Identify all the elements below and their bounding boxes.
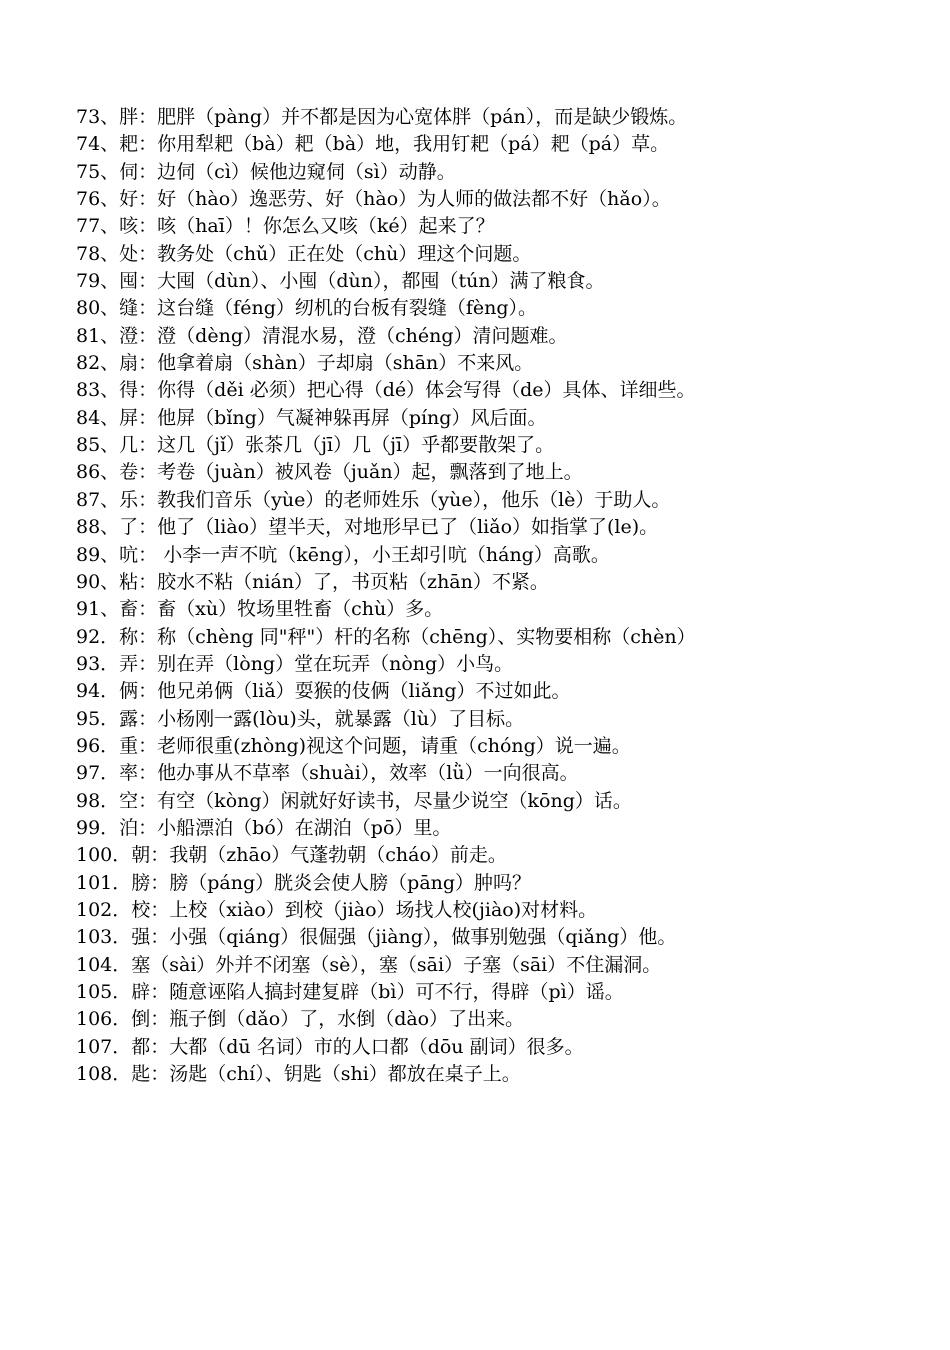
list-item: 78、处：教务处（chǔ）正在处（chù）理这个问题。 (76, 242, 532, 265)
list-item: 100．朝：我朝（zhāo）气蓬勃朝（cháo）前走。 (76, 844, 507, 867)
list-item: 75、伺：边伺（cì）候他边窥伺（sì）动静。 (76, 160, 456, 183)
list-item: 93．弄：别在弄（lòng）堂在玩弄（nòng）小鸟。 (76, 652, 514, 675)
list-item: 79、囤：大囤（dùn）、小囤（dùn），都囤（tún）满了粮食。 (76, 270, 605, 293)
list-item: 88、了：他了（liào）望半天，对地形早已了（liǎo）如指掌了(le)。 (76, 516, 659, 539)
list-item: 103．强：小强（qiáng）很倔强（jiàng），做事别勉强（qiǎng）他。 (76, 926, 677, 949)
list-item: 90、粘：胶水不粘（nián）了，书页粘（zhān）不紧。 (76, 570, 549, 593)
list-item: 74、耙：你用犁耙（bà）耙（bà）地，我用钉耙（pá）耙（pá）草。 (76, 133, 670, 156)
list-item: 89、吭： 小李一声不吭（kēng），小王却引吭（háng）高歌。 (76, 543, 610, 566)
list-item: 84、屏：他屏（bǐng）气凝神躲再屏（píng）风后面。 (76, 406, 547, 429)
list-item: 106．倒：瓶子倒（dǎo）了，水倒（dào）了出来。 (76, 1008, 525, 1031)
list-item: 108．匙：汤匙（chí）、钥匙（shi）都放在桌子上。 (76, 1063, 521, 1086)
list-item: 85、几：这几（jǐ）张茶几（jī）几（jī）乎都要散架了。 (76, 434, 555, 457)
list-item: 83、得：你得（děi 必须）把心得（dé）体会写得（de）具体、详细些。 (76, 379, 696, 402)
list-item: 92．称：称（chèng 同"秤"）杆的名称（chēng）、实物要相称（chèn） (76, 625, 696, 648)
list-item: 98．空：有空（kòng）闲就好好读书，尽量少说空（kōng）话。 (76, 789, 632, 812)
list-item: 104．塞（sài）外并不闭塞（sè），塞（sāi）子塞（sāi）不住漏洞。 (76, 953, 662, 976)
list-item: 91、畜：畜（xù）牧场里牲畜（chù）多。 (76, 598, 444, 621)
list-item: 105．辟：随意诬陷人搞封建复辟（bì）可不行，得辟（pì）谣。 (76, 981, 624, 1003)
list-item: 96．重：老师很重(zhòng)视这个问题，请重（chóng）说一遍。 (76, 734, 631, 757)
list-item: 87、乐：教我们音乐（yùe）的老师姓乐（yùe），他乐（lè）于助人。 (76, 488, 671, 511)
list-item: 97．率：他办事从不草率（shuài），效率（lǜ）一向很高。 (76, 762, 579, 785)
list-item: 81、澄：澄（dèng）清混水易，澄（chéng）清问题难。 (76, 324, 568, 347)
list-item: 80、缝：这台缝（féng）纫机的台板有裂缝（fèng）。 (76, 297, 538, 320)
list-item: 82、扇：他拿着扇（shàn）子却扇（shān）不来风。 (76, 352, 534, 375)
list-item: 94．俩：他兄弟俩（liǎ）耍猴的伎俩（liǎng）不过如此。 (76, 680, 571, 703)
polyphone-list (76, 104, 936, 1088)
list-item: 86、卷：考卷（juàn）被风卷（juǎn）起，飘落到了地上。 (76, 461, 583, 484)
list-item: 102．校：上校（xiào）到校（jiào）场找人校(jiào)对材料。 (76, 898, 598, 921)
list-item: 101．膀：膀（páng）胱炎会使人膀（pāng）肿吗？ (76, 871, 532, 894)
list-item: 95．露：小杨刚一露(lòu)头，就暴露（lù）了目标。 (76, 707, 525, 730)
list-item: 76、好：好（hào）逸恶劳、好（hào）为人师的做法都不好（hǎo）。 (76, 188, 671, 211)
list-item: 107．都：大都（dū 名词）市的人口都（dōu 副词）很多。 (76, 1035, 584, 1058)
list-item: 73、胖：肥胖（pàng）并不都是因为心宽体胖（pán），而是缺少锻炼。 (76, 106, 688, 128)
list-item: 99．泊：小船漂泊（bó）在湖泊（pō）里。 (76, 816, 452, 839)
list-item: 77、咳：咳（haī）！你怎么又咳（ké）起来了？ (76, 215, 495, 238)
